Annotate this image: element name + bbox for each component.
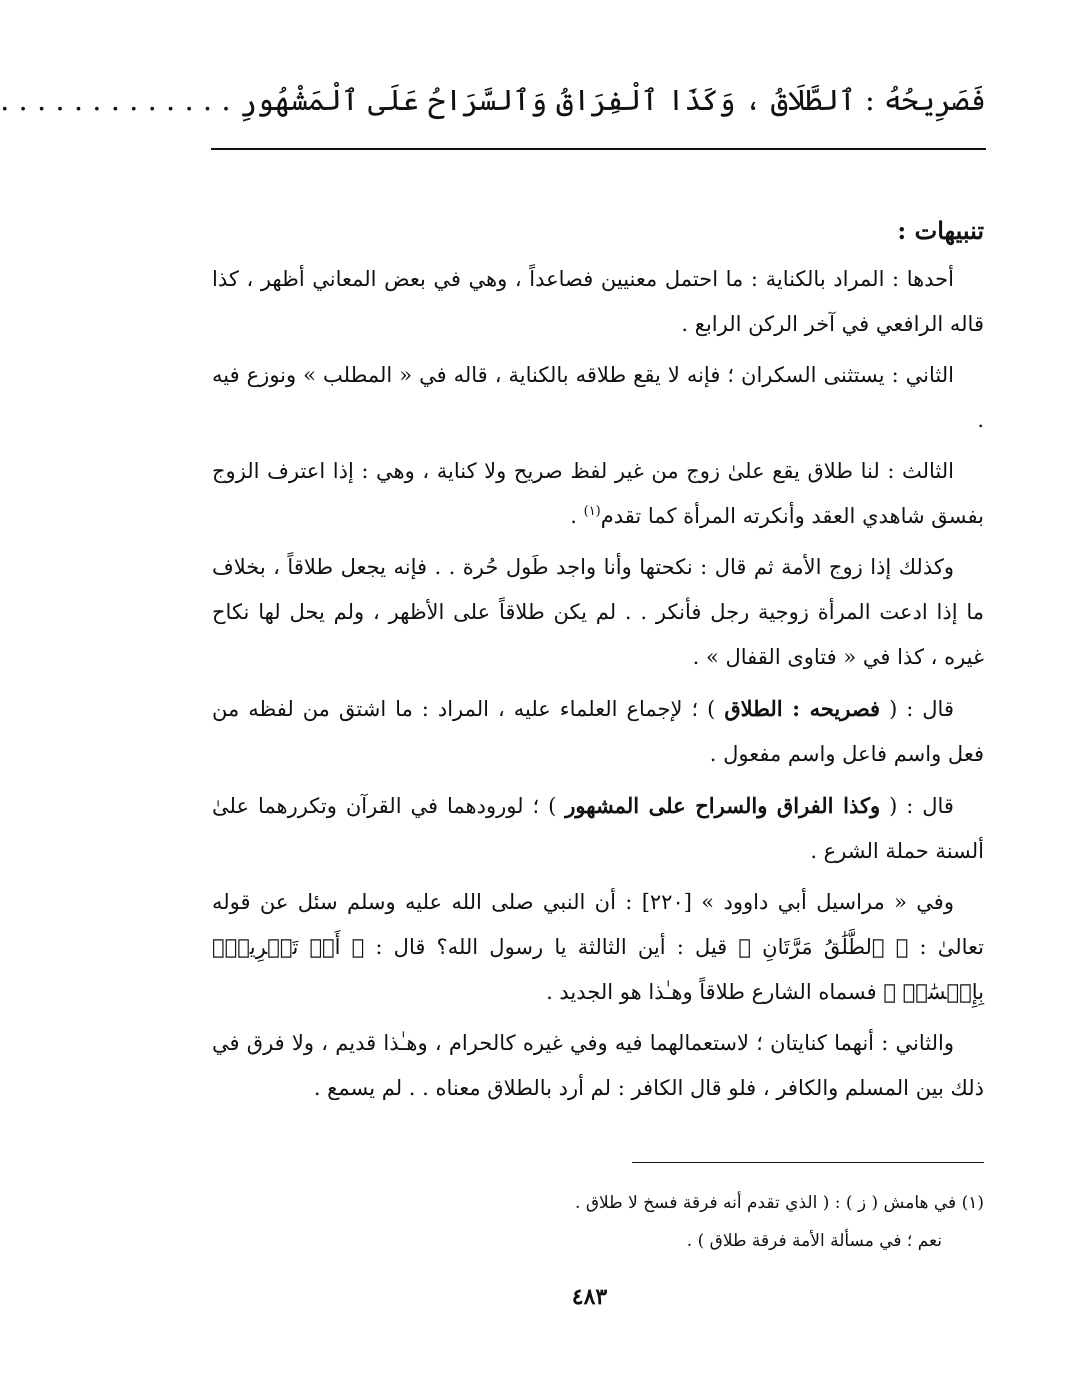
- footnotes: [212, 1184, 984, 1260]
- paragraph-5-text: ) ؛ لإجماع العلماء عليه ، المراد : ما اشتق من لفظه من فعل واسم فاعل واسم مفعول .: [212, 697, 984, 766]
- paragraph-3: [212, 449, 984, 539]
- paragraph-6: [212, 783, 984, 874]
- running-head: فَصَرِيحُهُ : ٱلطَّلَاقُ ، وَكَذَا ٱلْفِرَاقُ وَٱلسَّرَاحُ عَلَى ٱلْمَشْهُورِ . . . . . . . . . . . . .: [0, 83, 986, 117]
- paragraph-3-text: الثالث : لنا طلاق يقع علىٰ زوج من غير لفظ صريح ولا كناية ، وهي : إذا اعترف الزوج بفسق شاهدي العقد وأنكرته المرأة كما تقدم: [212, 459, 984, 528]
- paragraph-7-text: وفي « مراسيل أبي داوود » [٢٢٠] : أن النبي صلى الله عليه وسلم سئل عن قوله تعالىٰ : ﴿ ٱلطَّلَٰقُ مَرَّتَانِ ﴾ قيل : أين الثالثة يا رسول الله؟ قال : ﴿ أَوۡ تَسۡرِيحُۢ بِإِحۡسَٰنٖ ﴾ فسماه الشارع طلاقاً وهـٰذا هو الجديد .: [212, 890, 984, 1004]
- paragraph-4-text: وكذلك إذا زوج الأمة ثم قال : نكحتها وأنا واجد طَول حُرة . . فإنه يجعل طلاقاً ، بخلاف ما إذا ادعت المرأة زوجية رجل فأنكر . . لم يكن طلاقاً على الأظهر ، ولم يحل لها نكاح غيره ، كذا في « فتاوى القفال » .: [212, 555, 984, 669]
- paragraph-5-pre: قال : (: [880, 697, 954, 721]
- paragraph-8-text: والثاني : أنهما كنايتان ؛ لاستعمالهما فيه وفي غيره كالحرام ، وهـٰذا قديم ، ولا فرق في ذلك بين المسلم والكافر ، فلو قال الكافر : لم أرد بالطلاق معناه . . لم يسمع .: [212, 1031, 984, 1100]
- paragraph-3-tail: .: [570, 504, 584, 528]
- paragraph-6-text: ) ؛ لورودهما في القرآن وتكررهما علىٰ ألسنة حملة الشرع .: [212, 794, 984, 863]
- main-text: [212, 208, 984, 1117]
- footnote-1-line-1: (١) في هامش ( ز ) : ( الذي تقدم أنه فرقة فسخ لا طلاق .: [575, 1193, 984, 1213]
- matn-quote-2: وكذا الفراق والسراح على المشهور: [565, 793, 881, 818]
- paragraph-1-text: أحدها : المراد بالكناية : ما احتمل معنيين فصاعداً ، وهي في بعض المعاني أظهر ، كذا قاله الرافعي في آخر الركن الرابع .: [212, 267, 984, 336]
- paragraph-5: [212, 686, 984, 777]
- paragraph-4: [212, 545, 984, 680]
- paragraph-7: [212, 880, 984, 1015]
- header-rule: [211, 148, 986, 150]
- paragraph-8: [212, 1021, 984, 1111]
- footnote-1-line-2: نعم ؛ في مسألة الأمة فرقة طلاق ) .: [686, 1231, 942, 1251]
- section-title: تنبيهات :: [897, 216, 984, 245]
- matn-quote-1: فصريحه : الطلاق: [724, 696, 881, 721]
- footnote-rule: [632, 1162, 984, 1163]
- footnote-mark[interactable]: (١): [583, 504, 601, 519]
- paragraph-2-text: الثاني : يستثنى السكران ؛ فإنه لا يقع طلاقه بالكناية ، قاله في « المطلب » ونوزع فيه .: [212, 363, 984, 432]
- paragraph-2: [212, 353, 984, 443]
- page-number: ٤٨٣: [571, 1284, 608, 1310]
- paragraph-1: [212, 257, 984, 347]
- paragraph-6-pre: قال : (: [880, 794, 954, 818]
